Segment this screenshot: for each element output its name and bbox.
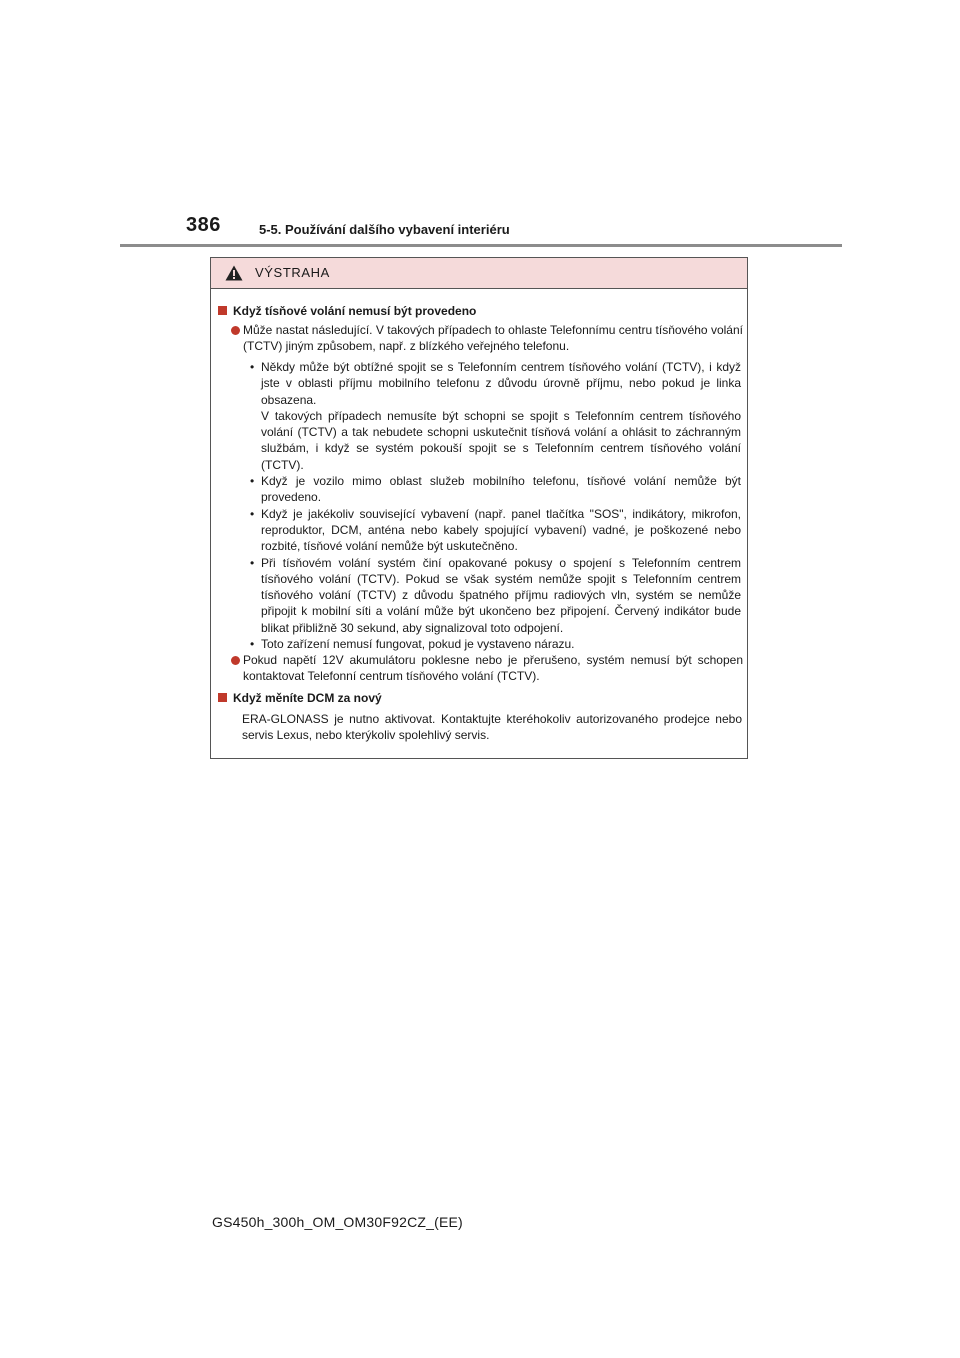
section-heading-emergency-call: Když tísňové volání nemusí být provedeno: [218, 303, 476, 319]
section-title: 5-5. Používání dalšího vybavení interiéru: [259, 222, 510, 237]
bullet-item-continuation: V takových případech nemusíte být schopni se spojit s Telefonním centrem tísňového volání (TCTV) a tak nebudete schopni uskutečnit tísňová volání a ohlásit to záchranným službám, i když se systém pokouší spojit se s Telefonním centrem tísňového volání (TCTV).: [261, 408, 741, 472]
dcm-paragraph: ERA-GLONASS je nutno aktivovat. Kontaktujte kteréhokoliv autorizovaného prodejce nebo servis Lexus, nebo kterýkoliv spolehlivý servis.: [242, 712, 742, 743]
bullet-list: [251, 359, 741, 652]
warning-title: VÝSTRAHA: [255, 265, 330, 280]
page-number: 386: [186, 214, 221, 236]
list-item-text: Může nastat následující. V takových případech to ohlaste Telefonnímu centru tísňového volání (TCTV) jiným způsobem, např. z blízkého veřejného telefonu.: [243, 323, 743, 354]
square-bullet-icon: [218, 693, 227, 702]
page-header: [120, 214, 842, 248]
list-item: [231, 652, 743, 685]
section-heading-dcm: Když měníte DCM za nový: [218, 690, 382, 706]
round-bullet-icon: [231, 326, 240, 335]
list-item: [231, 322, 743, 355]
bullet-item: • Při tísňovém volání systém činí opakované pokusy o spojení s Telefonním centrem tísňového volání (TCTV). Pokud se však systém nemůže spojit s Telefonním centrem tísňového volání (TCTV) z důvodu špatného příjmu radiových vln, systém se nemůže připojit k mobilní síti a volání může být ukončeno bez připojení. Červený indikátor bude blikat přibližně 30 sekund, aby signalizoval toto odpojení.: [251, 555, 741, 636]
header-divider: [120, 244, 842, 247]
bullet-item: • Někdy může být obtížné spojit se s Telefonním centrem tísňového volání (TCTV), i když jste v oblasti příjmu mobilního telefonu z důvodu úrovně příjmu, nebo pokud je linka obsazena.: [251, 359, 741, 408]
bullet-item: • Když je vozilo mimo oblast služeb mobilního telefonu, tísňové volání nemůže být provedeno.: [251, 473, 741, 506]
bullet-item: • Toto zařízení nemusí fungovat, pokud je vystaveno nárazu.: [251, 636, 741, 652]
list-item-text: Pokud napětí 12V akumulátoru poklesne nebo je přerušeno, systém nemusí být schopen kontaktovat Telefonní centrum tísňového volání (TCTV).: [243, 653, 743, 684]
square-bullet-icon: [218, 306, 227, 315]
warning-triangle-icon: [225, 265, 243, 281]
round-bullet-icon: [231, 656, 240, 665]
document-id: GS450h_300h_OM_OM30F92CZ_(EE): [212, 1214, 463, 1230]
warning-box: [210, 257, 748, 759]
bullet-item: • Když je jakékoliv související vybavení (např. panel tlačítka "SOS", indikátory, mikrofon, reproduktor, DCM, anténa nebo kabely spojující vybavení) vadné, je poškozené nebo rozbité, tísňové volání nemůže být uskutečněno.: [251, 506, 741, 555]
warning-header: [211, 258, 747, 289]
